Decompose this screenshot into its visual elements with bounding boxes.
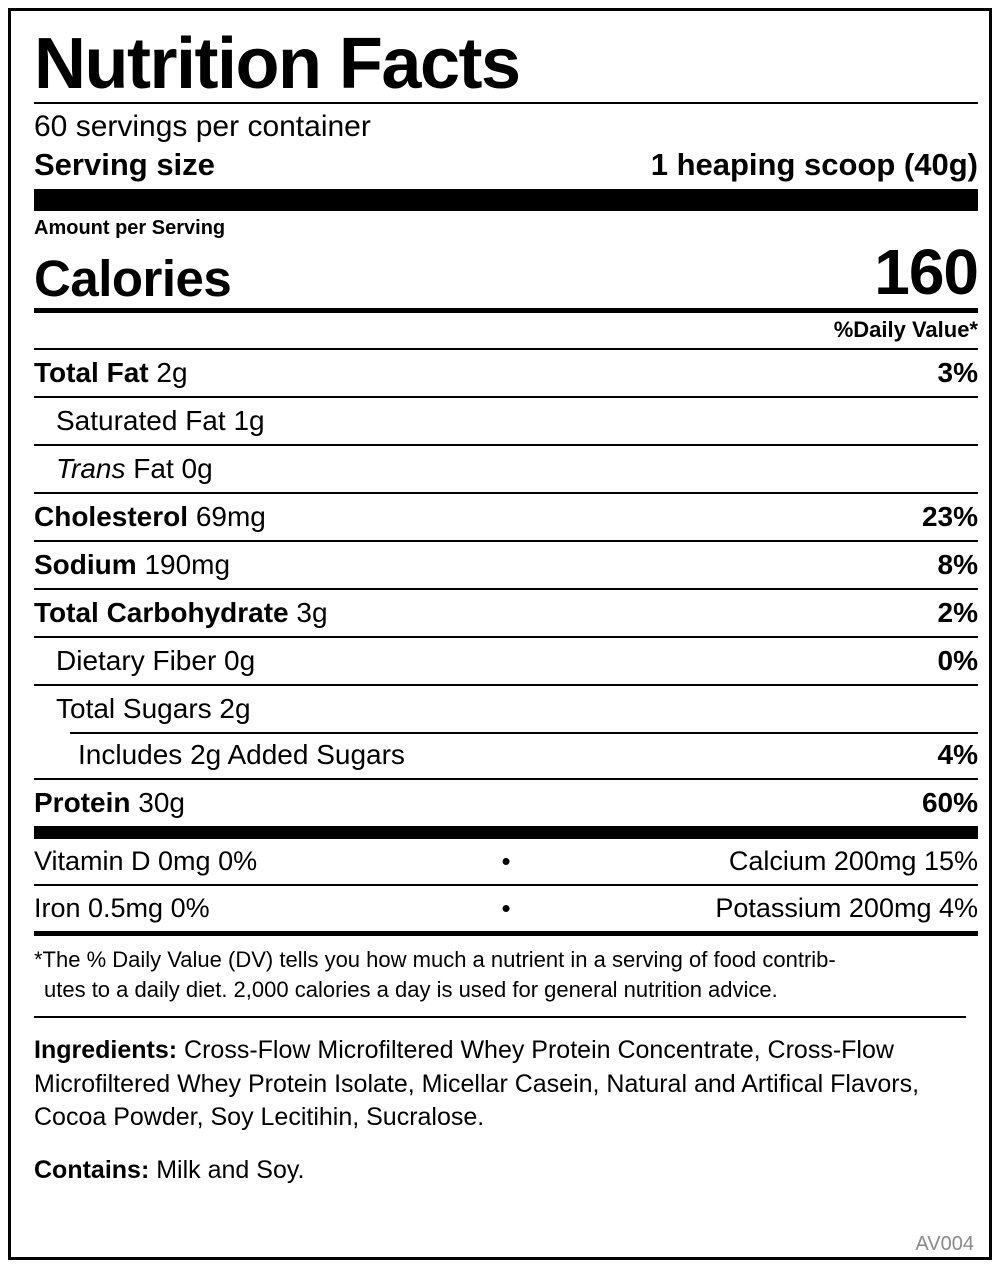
serving-size-label: Serving size xyxy=(34,146,215,182)
amount-per-serving-label: Amount per Serving xyxy=(34,216,226,239)
divider-above-micronutrients xyxy=(34,826,978,839)
footnote-line-1: *The % Daily Value (DV) tells you how much a nutrient in a serving of food contrib- xyxy=(34,946,836,972)
nutrient-row xyxy=(34,636,978,684)
nutrient-row xyxy=(34,348,978,396)
nutrient-amount: 3g xyxy=(296,596,328,628)
nutrient-amount: Fat 0g xyxy=(133,452,213,484)
nutrient-dv: 2% xyxy=(937,596,978,628)
calories-label: Calories xyxy=(34,249,232,307)
nutrient-dv: 0% xyxy=(937,644,978,676)
nutrient-row xyxy=(34,684,978,732)
micronutrient-right: Calcium 200mg 15% xyxy=(728,845,978,876)
nutrient-row xyxy=(34,588,978,636)
nutrient-name: Trans xyxy=(56,452,126,484)
micronutrient-row xyxy=(34,839,978,884)
nutrient-amount: 1g xyxy=(233,404,265,436)
nutrient-amount: 190mg xyxy=(144,548,231,580)
nutrient-name: Total Fat xyxy=(34,356,149,388)
servings-per-container: 60 servings per container xyxy=(34,110,371,144)
footnote-line-2: utes to a daily diet. 2,000 calories a day is used for general nutrition advice. xyxy=(44,976,778,1002)
nutrient-row xyxy=(34,540,978,588)
micronutrient-left: Iron 0.5mg 0% xyxy=(34,892,210,923)
nutrient-name: Cholesterol xyxy=(34,500,189,532)
ingredients-heading: Ingredients: xyxy=(34,1036,178,1065)
daily-value-header: %Daily Value* xyxy=(833,316,978,342)
nutrient-dv: 23% xyxy=(921,500,978,532)
divider-thick-top xyxy=(34,189,978,211)
nutrient-dv: 3% xyxy=(937,356,978,388)
nutrient-dv: 60% xyxy=(921,786,978,818)
serving-size-value: 1 heaping scoop (40g) xyxy=(650,146,978,182)
nutrient-name: Protein xyxy=(34,786,131,818)
calories-value: 160 xyxy=(874,235,978,308)
serving-size-row xyxy=(34,146,978,189)
micronutrient-left: Vitamin D 0mg 0% xyxy=(34,845,258,876)
nutrient-row xyxy=(34,444,978,492)
bottom-area xyxy=(34,1018,966,1185)
micronutrient-row xyxy=(34,884,978,931)
nutrient-name: Includes 2g Added Sugars xyxy=(78,738,405,770)
nutrition-facts-title: Nutrition Facts xyxy=(34,24,520,104)
nutrient-amount: 2g xyxy=(156,356,188,388)
nutrient-dv: 8% xyxy=(937,548,978,580)
nutrient-amount: 30g xyxy=(138,786,185,818)
nutrient-dv: 4% xyxy=(937,738,978,770)
bullet-separator-icon: • xyxy=(501,845,511,876)
ingredients-block xyxy=(34,1018,966,1134)
nutrition-facts-panel xyxy=(34,24,978,1016)
nutrient-row xyxy=(34,492,978,540)
nutrient-name: Saturated Fat xyxy=(56,404,226,436)
micronutrient-right: Potassium 200mg 4% xyxy=(715,892,978,923)
nutrient-amount: 0g xyxy=(224,644,256,676)
daily-value-footnote xyxy=(34,936,978,1016)
calories-row xyxy=(34,235,978,308)
nutrient-amount: 69mg xyxy=(195,500,266,532)
contains-text: Milk and Soy. xyxy=(156,1156,305,1185)
nutrient-name: Dietary Fiber xyxy=(56,644,217,676)
bullet-separator-icon: • xyxy=(501,892,511,923)
nutrient-amount: 2g xyxy=(219,692,251,724)
nutrient-name: Total Carbohydrate xyxy=(34,596,289,628)
nutrient-name: Sodium xyxy=(34,548,137,580)
label-content xyxy=(8,8,992,1185)
contains-block xyxy=(34,1134,966,1185)
nutrient-name: Total Sugars xyxy=(56,692,212,724)
nutrient-row xyxy=(34,778,978,826)
ingredients-text: Cross-Flow Microfiltered Whey Protein Concentrate, Cross-Flow Microfiltered Whey Protein Isolate, Micellar Casein, Natural and Artifical Flavors, Cocoa Powder, Soy Lecitihin, Sucralose. xyxy=(34,1036,920,1131)
contains-heading: Contains: xyxy=(34,1156,150,1185)
nutrient-row xyxy=(34,396,978,444)
nutrient-row xyxy=(34,732,978,778)
label-code: AV004 xyxy=(915,1233,974,1255)
